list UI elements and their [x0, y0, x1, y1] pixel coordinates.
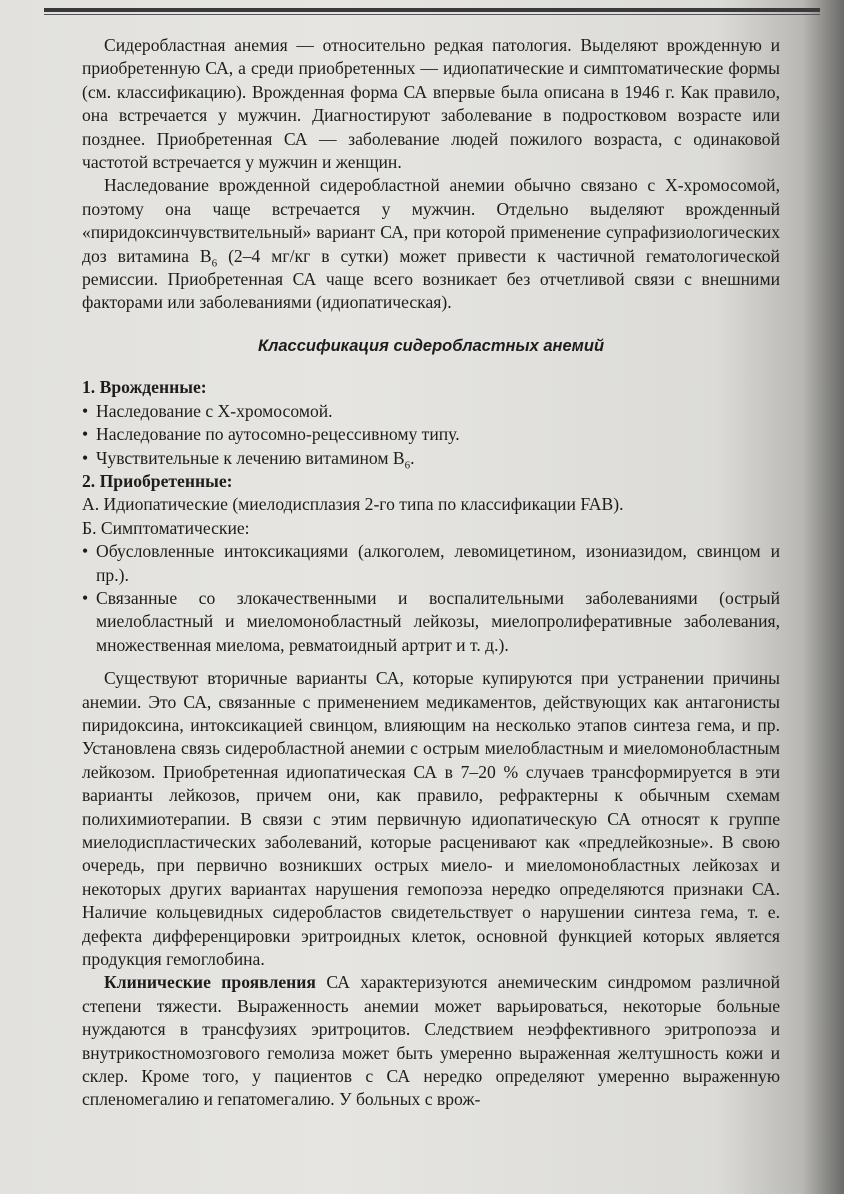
vitamin-item-subscript: 6 [404, 459, 411, 472]
paragraph-secondary-variants: Существуют вторичные варианты СА, которые купируются при устранении причины анемии. Это СА, связанные с применением медикаментов, действующих как антагонисты пиридоксина, интоксикацией свинцом, влияющим на несколько этапов синтеза гема, и пр. Установлена связь сидеробластной анемии с острым миелобластным и миеломонобластным лейкозом. Приобретенная идиопатическая СА в 7–20 % случаев трансформируется в эти варианты лейкозов, причем они, как правило, рефрактерны к обычным схемам полихимиотерапии. В связи с этим первичную идиопатическую СА относят к группе миелодиспластических заболеваний, которые расценивают как «предлейкозные». В свою очередь, при первично возникших острых миело- и миеломонобластных лейкозах и некоторых других вариантах нарушения гемопоэза нередко определяются признаки СА. Наличие кольцевидных сидеробластов свидетельствует о нарушении синтеза гема, т. е. дефекта дифференцировки эритроидных клеток, основной функцией которых является продукция гемоглобина. [82, 668, 780, 970]
symptomatic-item: • Связанные со злокачественными и воспалительными заболеваниями (острый миелобластный и миеломонобластный лейкозы, миелопролиферативные заболевания, множественная миелома, ревматоидный артрит и т. д.). [82, 587, 780, 657]
congenital-header: 1. Врожденные: [82, 377, 207, 398]
congenital-item: • Наследование с X-хромосомой. [82, 400, 780, 423]
vitamin-subscript: 6 [211, 257, 218, 270]
vitamin-item-end: . [410, 447, 415, 468]
congenital-item: • Наследование по аутосомно-рецессивному типу. [82, 423, 780, 446]
classification-list [82, 376, 780, 657]
top-rule [44, 8, 820, 12]
top-rule-thin [44, 14, 820, 15]
clinical-keyword: Клинические проявления [104, 972, 316, 993]
paragraph-intro: Сидеробластная анемия — относительно редкая патология. Выделяют врожденную и приобретенную СА, а среди приобретенных — идиопатические и симптоматические формы (см. классификацию). Врожденная форма СА впервые была описана в 1946 г. Как правило, она встречается у мужчин. Диагностируют заболевание в подростковом возрасте или позднее. Приобретенная СА — заболевание людей пожилого возраста, с одинаковой частотой встречается у мужчин и женщин. [82, 35, 780, 173]
symptomatic-item: • Обусловленные интоксикациями (алкоголем, левомицетином, изониазидом, свинцом и пр.). [82, 540, 780, 587]
paragraph-inheritance [82, 174, 780, 314]
clinical-text: СА характеризуются анемическим синдромом различной степени тяжести. Выраженность анемии может варьироваться, некоторые больные нуждаются в трансфузиях эритроцитов. Следствием неэффективного эритропоэза и внутрикостномозгового гемолиза может быть умеренно выраженная желтушность кожи и склер. Кроме того, у пациентов с СА нередко определяют умеренно выраженную спленомегалию и гепатомегалию. У больных с врож- [82, 972, 781, 1110]
inheritance-text-start: Наследование врожденной сидеробластной анемии обычно связано с X-хромосомой, поэтому она чаще встречается у мужчин. Отдельно выделяют врожденный «пиридоксинчувствительный» вариант СА, при которой применение супрафизиологических доз витамина B [82, 175, 780, 266]
acquired-idiopathic: А. Идиопатические (миелодисплазия 2-го типа по классификации FAB). [82, 494, 624, 515]
acquired-symptomatic: Б. Симптоматические: [82, 517, 250, 538]
acquired-header: 2. Приобретенные: [82, 470, 233, 491]
congenital-item-vitamin [82, 447, 780, 470]
paragraph-clinical [82, 971, 780, 1111]
vitamin-item-text: Чувствительные к лечению витамином B [96, 447, 405, 468]
page-body [82, 34, 780, 1112]
classification-heading: Классификация сидеробластных анемий [257, 336, 605, 355]
inheritance-text-end: (2–4 мг/кг в сутки) может привести к частичной гематологической ремиссии. Приобретенная СА чаще всего возникает без отчетливой связи с внешними факторами или заболеваниями (идиопатическая). [82, 245, 780, 313]
spacer [82, 657, 780, 667]
